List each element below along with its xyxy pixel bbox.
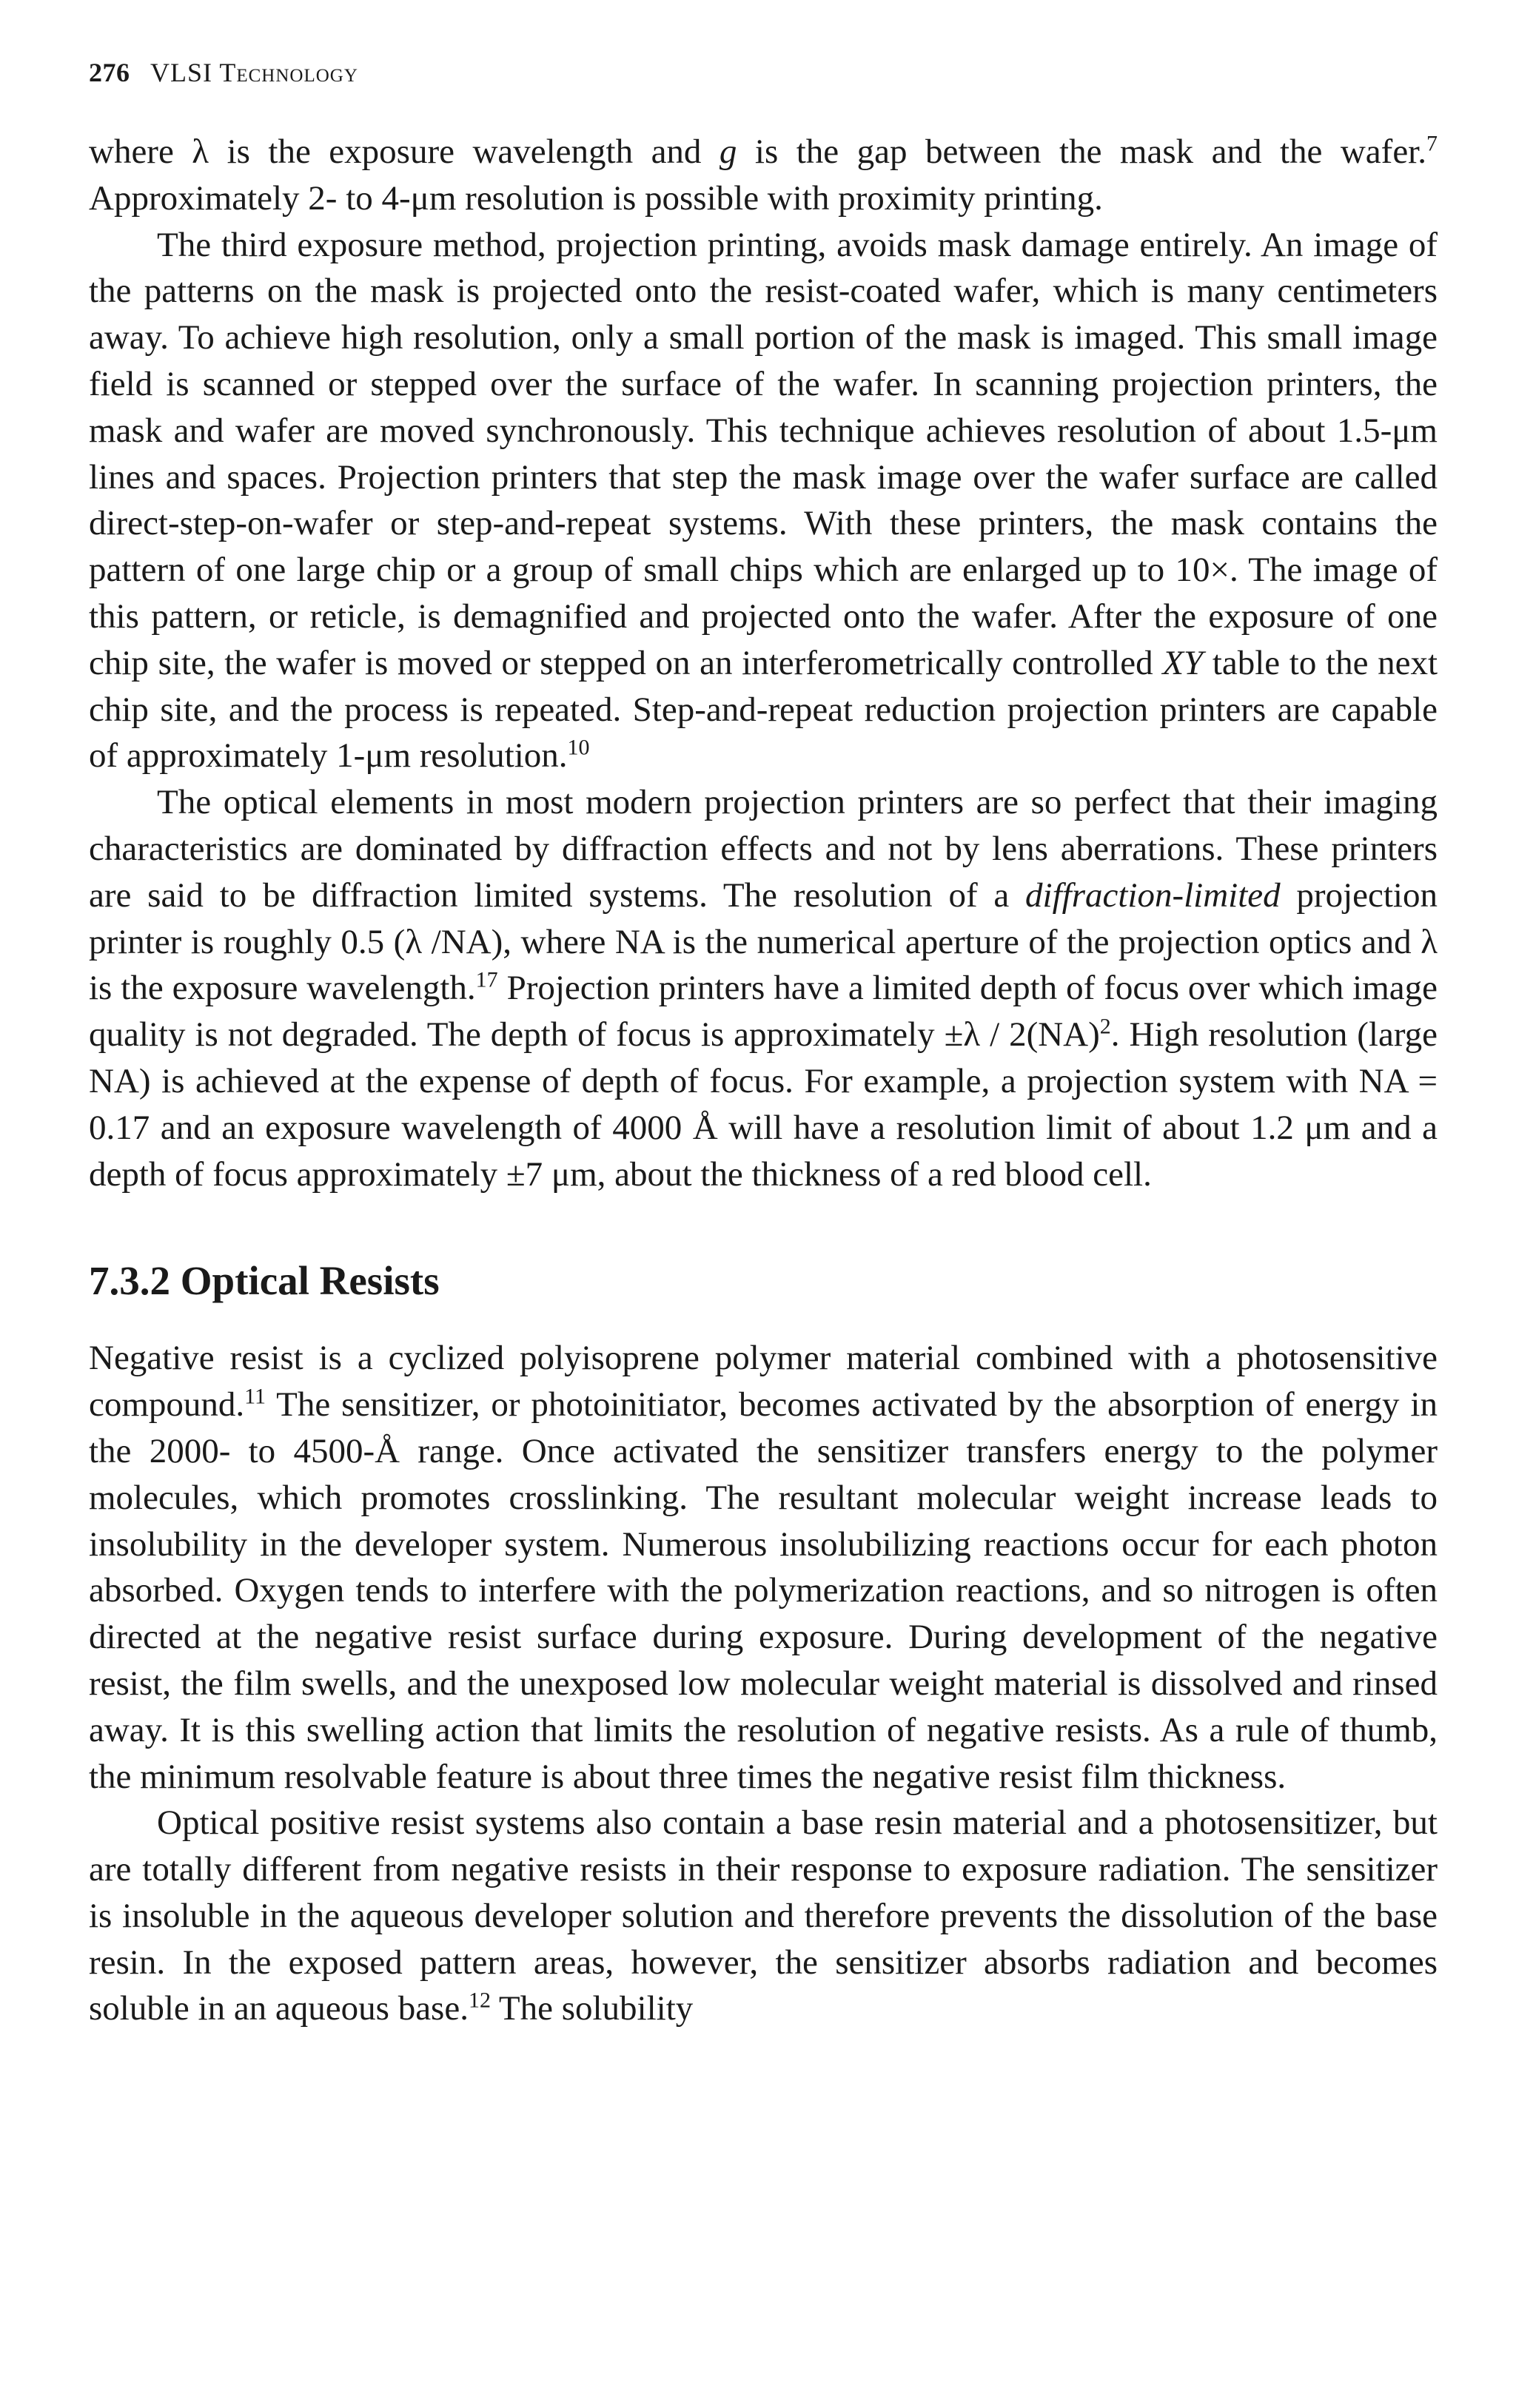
page-number: 276 <box>89 58 130 87</box>
section-heading: 7.3.2 Optical Resists <box>89 1258 440 1304</box>
reference-mark: 11 <box>244 1384 266 1409</box>
paragraph-projection-printing: The third exposure method, projection printing, avoids mask damage entirely. An image of the patterns on the mask is projected onto the resist-coated wafer, which is many centimeters away. To achieve high resolution, only a small portion of the mask is imaged. This small image field is scanned or stepped over the surface of the wafer. In scanning projection printers, the mask and wafer are moved synchronously. This technique achieves resolution of about 1.5-μm lines and spaces. Projection printers that step the mask image over the wafer surface are called direct-step-on-wafer or step-and-repeat systems. With these printers, the mask contains the pattern of one large chip or a group of small chips which are enlarged up to 10×. The image of this pattern, or reticle, is demagnified and projected onto the wafer. After the exposure of one chip site, the wafer is moved or stepped on an interferometrically controlled XY table to the next chip site, and the process is repeated. Step-and-repeat reduction projection printers are capable of approximately 1-μm resolution.$^{10}$ <box>89 225 1438 776</box>
reference-mark: 12 <box>468 1988 491 2013</box>
running-title: VLSI Technology <box>150 58 358 87</box>
paragraph-diffraction-limited: The optical elements in most modern projection printers are so perfect that their imaging characteristics are dominated by diffraction effects and not by lens aberrations. These printers are said to be diffraction limited systems. The resolution of a diffraction-limited projection printer is roughly 0.5 (λ /NA), where NA is the numerical aperture of the projection optics and λ is the exposure wavelength.$^{17}$ Projection printers have a limited depth of focus over which image quality is not degraded. The depth of focus is approximately ±λ / 2(NA)$^2$. High resolution (large NA) is achieved at the expense of depth of focus. For example, a projection system with NA = 0.17 and an exposure wavelength of 4000 Å will have a resolution limit of about 1.2 μm and a depth of focus approximately ±7 μm, about the thickness of a red blood cell. <box>89 783 1438 1194</box>
reference-mark: 17 <box>475 967 498 992</box>
reference-mark: 10 <box>567 735 590 760</box>
xy-table-term: XY <box>1162 643 1204 682</box>
book-page <box>89 50 1438 2032</box>
reference-mark: 7 <box>1426 131 1438 156</box>
exponent: 2 <box>1099 1014 1111 1039</box>
paragraph-negative-resist: Negative resist is a cyclized polyisoprene polymer material combined with a photosensitive compound.$^{11}$ The sensitizer, or photoinitiator, becomes activated by the absorption of energy in the 2000- to 4500-Å range. Once activated the sensitizer transfers energy to the polymer molecules, which promotes crosslinking. The resultant molecular weight increase leads to insolubility in the developer system. Numerous insolubilizing reactions occur for each photon absorbed. Oxygen tends to interfere with the polymerization reactions, and so nitrogen is often directed at the negative resist surface during exposure. During development of the negative resist, the film swells, and the unexposed low molecular weight material is dissolved and rinsed away. It is this swelling action that limits the resolution of negative resists. As a rule of thumb, the minimum resolvable feature is about three times the negative resist film thickness. <box>89 1339 1438 1796</box>
paragraph-positive-resist: Optical positive resist systems also contain a base resin material and a photosensitizer, but are totally different from negative resists in their response to exposure radiation. The sensitizer is insoluble in the aqueous developer solution and therefore prevents the dissolution of the base resin. In the exposed pattern areas, however, the sensitizer absorbs radiation and becomes soluble in an aqueous base.$^{12}$ The solubility <box>89 1803 1438 2028</box>
running-header <box>89 50 1438 95</box>
emphasis-term: diffraction-limited <box>1025 875 1281 915</box>
variable-g: g <box>719 132 737 171</box>
paragraph-proximity-continuation: where λ is the exposure wavelength and g is the gap between the mask and the wafer.$^7$ Approximately 2- to 4-μm resolution is possible with proximity printing. <box>89 131 1438 218</box>
